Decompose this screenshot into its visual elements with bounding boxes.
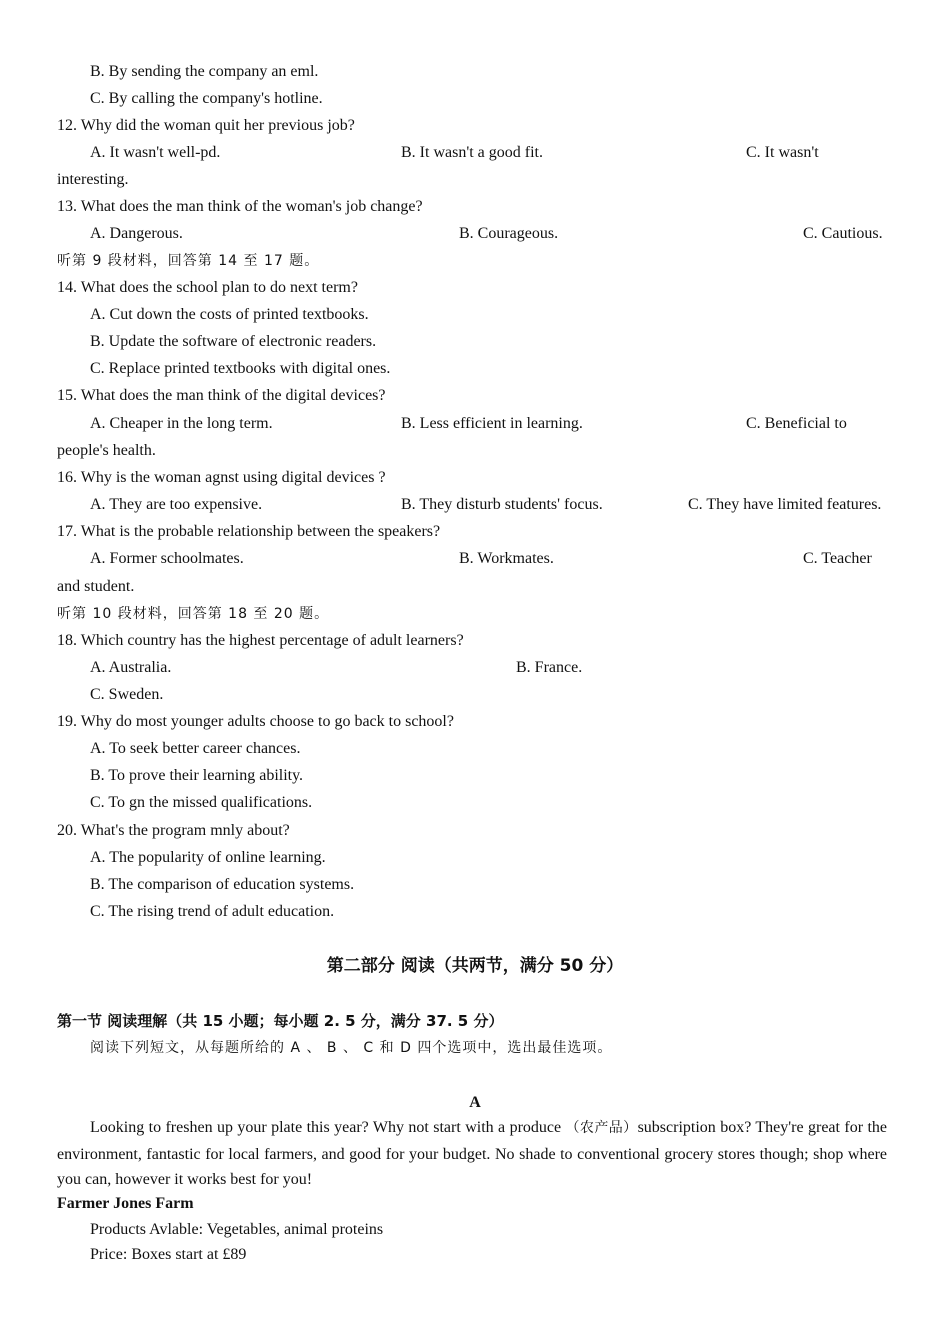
q14-option-c: C. Replace printed textbooks with digital ones.: [90, 360, 391, 377]
passage-a-intro: [57, 1115, 887, 1193]
q16-option-a: A. They are too expensive.: [90, 496, 263, 513]
q12-option-a: A. It wasn't well-pd.: [90, 144, 221, 161]
q18-option-b: B. France.: [516, 659, 583, 676]
reading-instruction: 阅读下列短文，从每题所给的 A 、 B 、 C 和 D 四个选项中，选出最佳选项。: [90, 1040, 613, 1056]
q18-option-c: C. Sweden.: [90, 686, 164, 703]
q12-option-b: B. It wasn't a good fit.: [401, 144, 543, 161]
q14-option-a: A. Cut down the costs of printed textbooks.: [90, 306, 369, 323]
q14-stem: 14. What does the school plan to do next term?: [57, 279, 358, 296]
q12-option-c: C. It wasn't: [746, 144, 819, 161]
q13-option-b: B. Courageous.: [459, 225, 559, 242]
q15-stem: 15. What does the man think of the digital devices?: [57, 387, 386, 404]
q16-option-c: C. They have limited features.: [688, 496, 882, 513]
q20-option-c: C. The rising trend of adult education.: [90, 903, 335, 920]
q11-option-b: B. By sending the company an eml.: [90, 63, 319, 80]
part2-title: 第二部分 阅读（共两节，满分 50 分）: [326, 956, 624, 976]
q19-option-c: C. To gn the missed qualifications.: [90, 794, 313, 811]
section-10-instruction: 听第 10 段材料，回答第 18 至 20 题。: [57, 606, 330, 622]
q15-option-c: C. Beneficial to: [746, 415, 847, 432]
q17-option-c: C. Teacher: [803, 550, 872, 567]
q18-stem: 18. Which country has the highest percentage of adult learners?: [57, 632, 464, 649]
farm-name: Farmer Jones Farm: [57, 1195, 194, 1212]
passage-a-intro-text-2: subscription box? They're great for the environment, fantastic for local farmers, and good for your budget. No shade to conventional grocery stores though; shop where you can, however it works best for you!: [57, 1119, 887, 1188]
q17-option-b: B. Workmates.: [459, 550, 554, 567]
q19-option-b: B. To prove their learning ability.: [90, 767, 304, 784]
q17-option-c-continued: and student.: [57, 578, 135, 595]
q11-option-c: C. By calling the company's hotline.: [90, 90, 323, 107]
q16-stem: 16. Why is the woman agnst using digital devices ?: [57, 469, 386, 486]
q17-option-a: A. Former schoolmates.: [90, 550, 244, 567]
farm-price: Price: Boxes start at £89: [90, 1246, 247, 1263]
q18-option-a: A. Australia.: [90, 659, 172, 676]
q12-option-c-continued: interesting.: [57, 171, 129, 188]
q14-option-b: B. Update the software of electronic readers.: [90, 333, 377, 350]
q15-option-c-continued: people's health.: [57, 442, 156, 459]
q12-stem: 12. Why did the woman quit her previous job?: [57, 117, 355, 134]
passage-a-intro-text-1: Looking to freshen up your plate this year? Why not start with a produce: [90, 1119, 566, 1136]
passage-a-label: A: [469, 1094, 481, 1111]
q20-option-b: B. The comparison of education systems.: [90, 876, 355, 893]
q13-option-a: A. Dangerous.: [90, 225, 183, 242]
section1-title: 第一节 阅读理解（共 15 小题；每小题 2. 5 分，满分 37. 5 分）: [57, 1012, 504, 1030]
q13-stem: 13. What does the man think of the woman's job change?: [57, 198, 423, 215]
q16-option-b: B. They disturb students' focus.: [401, 496, 603, 513]
section-9-instruction: 听第 9 段材料，回答第 14 至 17 题。: [57, 253, 320, 269]
q20-stem: 20. What's the program mnly about?: [57, 822, 290, 839]
q19-stem: 19. Why do most younger adults choose to go back to school?: [57, 713, 454, 730]
q15-option-a: A. Cheaper in the long term.: [90, 415, 273, 432]
passage-a-intro-gloss: （农产品）: [565, 1120, 638, 1136]
farm-products: Products Avlable: Vegetables, animal proteins: [90, 1221, 384, 1238]
q20-option-a: A. The popularity of online learning.: [90, 849, 326, 866]
q13-option-c: C. Cautious.: [803, 225, 883, 242]
q17-stem: 17. What is the probable relationship between the speakers?: [57, 523, 441, 540]
q15-option-b: B. Less efficient in learning.: [401, 415, 583, 432]
q19-option-a: A. To seek better career chances.: [90, 740, 301, 757]
